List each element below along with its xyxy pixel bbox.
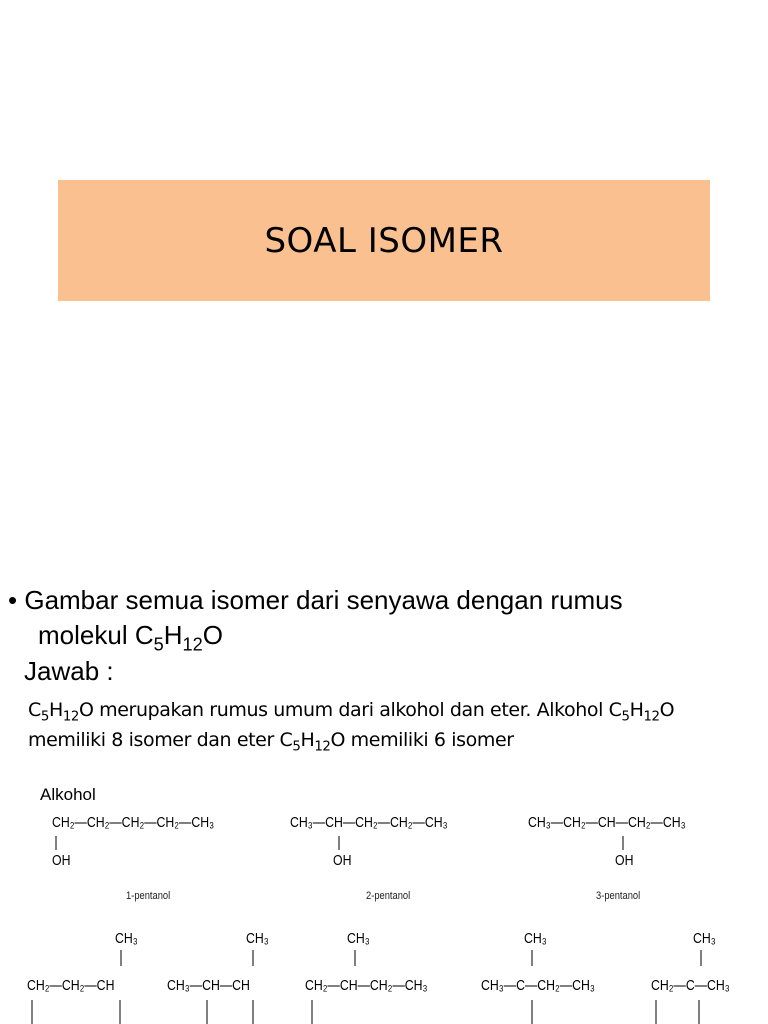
structure-6-methyl: CH₃ bbox=[347, 930, 370, 947]
bond-line bbox=[310, 1000, 318, 1024]
bond-lines bbox=[654, 1000, 704, 1024]
structure-5-methyl: CH₃ bbox=[246, 930, 269, 947]
explanation-line-2: memiliki 8 isomer dan eter $C_5H_{12}O$ memiliki 6 isomer bbox=[28, 729, 514, 755]
section-label-alkohol: Alkohol bbox=[40, 785, 96, 804]
structure-4-chain: CH₂—CH₂—CH bbox=[27, 977, 115, 994]
question-text: Gambar semua isomer dari senyawa dengan rumus bbox=[24, 585, 623, 615]
question-line-2: molekul $C_5H_{12}O$ bbox=[38, 620, 223, 655]
structure-2-name: 2-pentanol bbox=[366, 890, 411, 902]
structure-3-name: 3-pentanol bbox=[596, 890, 641, 902]
slide-title: SOAL ISOMER bbox=[264, 220, 504, 261]
structure-1-oh: OH bbox=[52, 852, 71, 869]
title-banner bbox=[58, 180, 710, 301]
bond-line bbox=[337, 836, 341, 850]
bond-line bbox=[54, 836, 58, 850]
bond-line bbox=[530, 950, 534, 966]
structure-3-oh: OH bbox=[615, 852, 634, 869]
structure-8-methyl: CH₃ bbox=[693, 930, 716, 947]
structure-5-chain: CH₃—CH—CH bbox=[167, 977, 250, 994]
structure-1-pentanol-chain: CH₂—CH₂—CH₂—CH₂—CH₃ bbox=[52, 814, 215, 831]
structure-2-pentanol-chain: CH₃—CH—CH₂—CH₂—CH₃ bbox=[290, 814, 448, 831]
structure-1-name: 1-pentanol bbox=[126, 890, 171, 902]
structure-8-chain: CH₂—C—CH₃ bbox=[651, 977, 730, 994]
bond-line bbox=[621, 836, 625, 850]
bond-lines bbox=[205, 1000, 265, 1024]
question-line-1 bbox=[8, 585, 623, 616]
structure-7-chain: CH₃—C—CH₂—CH₃ bbox=[481, 977, 595, 994]
structure-4-methyl: CH₃ bbox=[115, 930, 138, 947]
explanation bbox=[28, 695, 674, 755]
explanation-line-1: $C_5H_{12}O$ merupakan rumus umum dari alkohol dan eter. Alkohol $C_5H_{12}O$ bbox=[28, 699, 675, 725]
structure-7-methyl: CH₃ bbox=[524, 930, 547, 947]
bond-line bbox=[251, 950, 255, 966]
bullet: • bbox=[8, 585, 18, 615]
bond-line bbox=[119, 950, 123, 966]
bond-line bbox=[530, 1000, 538, 1024]
structure-2-oh: OH bbox=[333, 852, 352, 869]
answer-label: Jawab : bbox=[24, 656, 114, 686]
bond-lines bbox=[30, 1000, 130, 1024]
bond-line bbox=[699, 950, 703, 966]
bond-line bbox=[353, 950, 357, 966]
structure-3-pentanol-chain: CH₃—CH₂—CH—CH₂—CH₃ bbox=[528, 814, 686, 831]
structure-6-chain: CH₂—CH—CH₂—CH₃ bbox=[305, 977, 428, 994]
